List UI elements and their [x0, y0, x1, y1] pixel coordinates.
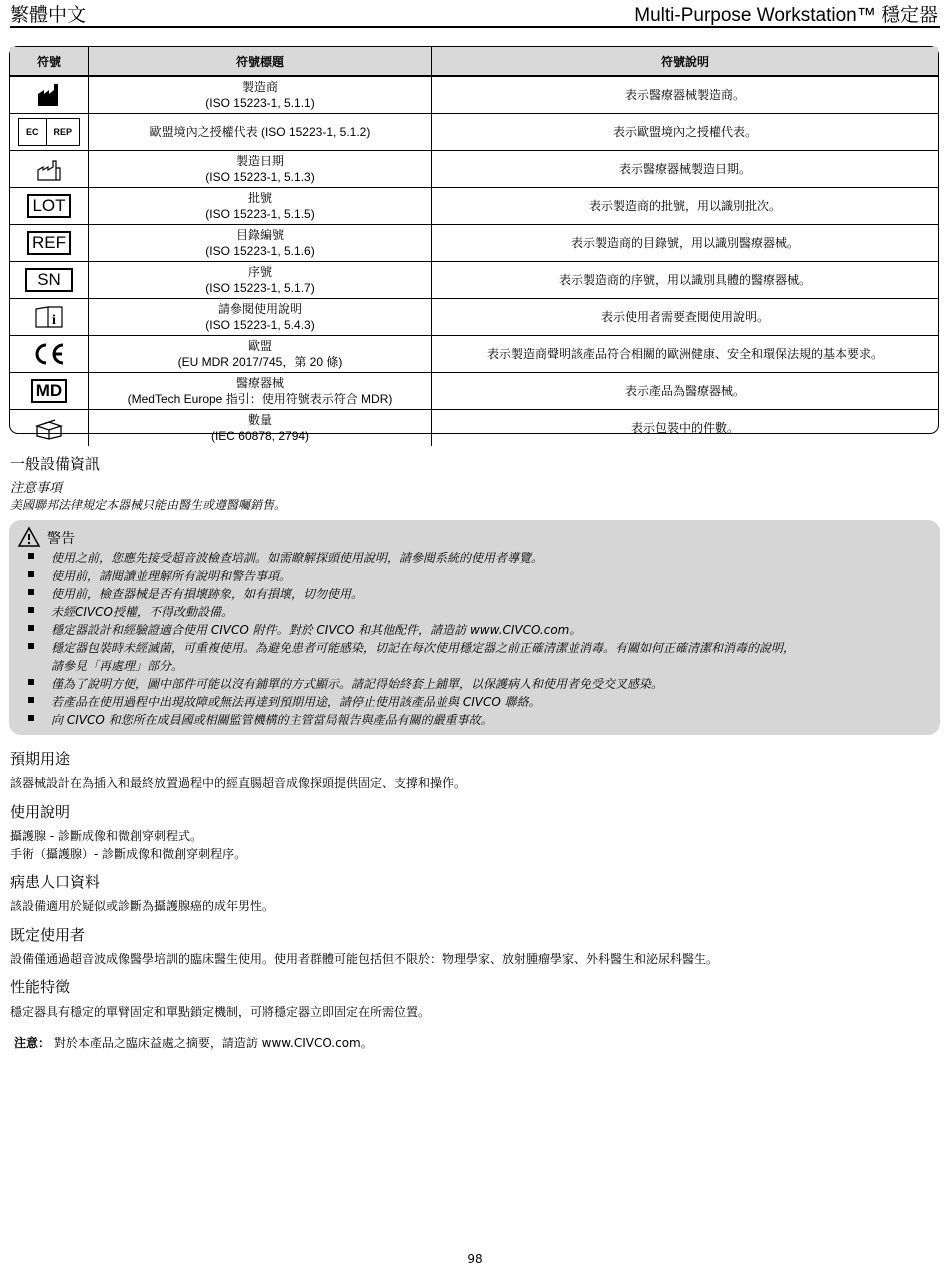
population-heading: 病患人口資料 [10, 873, 101, 891]
page-number: 98 [467, 1252, 483, 1266]
symbol-description: 表示製造商的序號，用以識別具體的醫療器械。 [432, 262, 939, 299]
caution-title: 注意事項 [10, 481, 63, 496]
symbol-description: 表示包裝中的件數。 [630, 421, 739, 435]
symbol-title: 數量 (IEC 60878, 2794) [89, 410, 432, 447]
symbol-title: 目錄編號 (ISO 15223-1, 5.1.6) [89, 225, 432, 262]
ec-rep-icon: EC REP [10, 114, 89, 151]
th-description: 符號說明 [432, 47, 939, 76]
table-row [10, 262, 938, 299]
table-row [10, 151, 938, 188]
table-row [10, 188, 938, 225]
th-symbol: 符號 [10, 47, 89, 76]
symbol-title: 請參閱使用說明 (ISO 15223-1, 5.4.3) [89, 299, 432, 336]
indications-line1: 攝護腺 - 診斷成像和微創穿刺程式。 [10, 829, 202, 843]
table-row [10, 299, 938, 336]
instructions-icon [10, 299, 89, 336]
performance-heading: 性能特徵 [10, 978, 71, 996]
table-row [10, 410, 938, 447]
note-text: 對於本產品之臨床益處之摘要，請造訪 www.CIVCO.com。 [53, 1036, 373, 1050]
population-text: 該設備適用於疑似或診斷為攝護腺癌的成年男性。 [10, 899, 275, 913]
symbol-description: 表示製造商的目錄號，用以識別醫療器械。 [432, 225, 939, 262]
ref-icon: REF [10, 225, 89, 262]
header-product: Multi-Purpose Workstation™ 穩定器 [634, 5, 938, 26]
symbol-description: 表示醫療器械製造商。 [432, 76, 939, 114]
table-row [10, 373, 938, 410]
warning-box: 警告 使用之前，您應先接受超音波檢查培訓。如需瞭解探頭使用說明，請參閱系統的使用者導覽。 使用前，請閱讀並理解所有說明和警告事項。 使用前，檢查器械是否有損壞跡象，如有損壞，切勿使用。 未經CIVCO授權，不得改動設備。 穩定器設計和經驗證適合使用 CIVCO 附件。對於 CIVCO 和其他配件，請造訪 www.CIVCO.com。 穩定器包裝時未經滅菌，可重複使用。為避免患者可能感染，切記在每次使用穩定器之前正確清潔並消毒。有關如何正確清潔和消毒的說明， 請參見「再處理」部分。 僅為了說明方便，圖中部件可能以沒有鋪單的方式顯示。請記得始終套上鋪單，以保護病人和使用者免受交叉感染。 若產品在使用過程中出現故障或無法再達到預期用途，請停止使用該產品並與 CIVCO 聯絡。 向 CIVCO 和您所在成員國或相關監管機構的主管當局報告與產品有關的嚴重事故。 [9, 520, 940, 735]
symbol-title: 批號 (ISO 15223-1, 5.1.5) [89, 188, 432, 225]
caution-text: 美國聯邦法律規定本器械只能由醫生或遵醫囑銷售。 [10, 498, 287, 512]
symbol-title: 製造商 (ISO 15223-1, 5.1.1) [89, 76, 432, 114]
th-title: 符號標題 [89, 47, 432, 76]
symbol-description: 表示製造商的批號，用以識別批次。 [432, 188, 939, 225]
symbol-description: 表示使用者需要查閱使用說明。 [432, 299, 939, 336]
symbol-title: 歐盟 (EU MDR 2017/745，第 20 條) [89, 336, 432, 373]
symbol-title: 序號 (ISO 15223-1, 5.1.7) [89, 262, 432, 299]
symbol-title: 製造日期 (ISO 15223-1, 5.1.3) [89, 151, 432, 188]
indications-line2: 手術（攝護腺）- 診斷成像和微創穿刺程序。 [10, 847, 247, 861]
lot-icon: LOT [10, 188, 89, 225]
users-heading: 既定使用者 [10, 926, 86, 944]
table-row [10, 225, 938, 262]
note-label: 注意： [14, 1036, 51, 1050]
md-icon: MD [10, 373, 89, 410]
intended-use-text: 該器械設計在為插入和最終放置過程中的經直腸超音成像探頭提供固定、支撐和操作。 [10, 776, 467, 790]
note [14, 1034, 373, 1051]
warning-icon [17, 526, 41, 548]
indications-heading: 使用說明 [10, 803, 71, 821]
users-text: 設備僅通過超音波成像醫學培訓的臨床醫生使用。使用者群體可能包括但不限於：物理學家、放射腫瘤學家、外科醫生和泌尿科醫生。 [10, 952, 719, 966]
header-rule [10, 26, 940, 28]
performance-text: 穩定器具有穩定的單臂固定和單點鎖定機制，可將穩定器立即固定在所需位置。 [10, 1005, 431, 1019]
header-language: 繁體中文 [10, 4, 87, 26]
symbol-title: 醫療器械 (MedTech Europe 指引：使用符號表示符合 MDR) [89, 373, 432, 410]
general-heading: 一般設備資訊 [10, 455, 101, 473]
symbol-description: 表示歐盟境內之授權代表。 [432, 114, 939, 151]
table-row [10, 76, 938, 114]
symbol-description: 表示產品為醫療器械。 [432, 373, 939, 410]
quantity-icon [10, 410, 89, 447]
symbol-description: 表示醫療器械製造日期。 [432, 151, 939, 188]
table-row [10, 336, 938, 373]
date-of-manufacture-icon [10, 151, 89, 188]
sn-icon: SN [10, 262, 89, 299]
manufacturer-icon [10, 76, 89, 114]
symbol-description: 表示製造商聲明該產品符合相關的歐洲健康、安全和環保法規的基本要求。 [432, 336, 939, 373]
ce-mark-icon [10, 336, 89, 373]
symbols-table [9, 46, 939, 443]
svg-text:i: i [52, 313, 56, 328]
intended-use-heading: 預期用途 [10, 750, 71, 768]
symbol-title: 歐盟境內之授權代表 (ISO 15223-1, 5.1.2) [89, 114, 432, 151]
table-row [10, 114, 938, 151]
warning-title: 警告 [47, 531, 75, 547]
